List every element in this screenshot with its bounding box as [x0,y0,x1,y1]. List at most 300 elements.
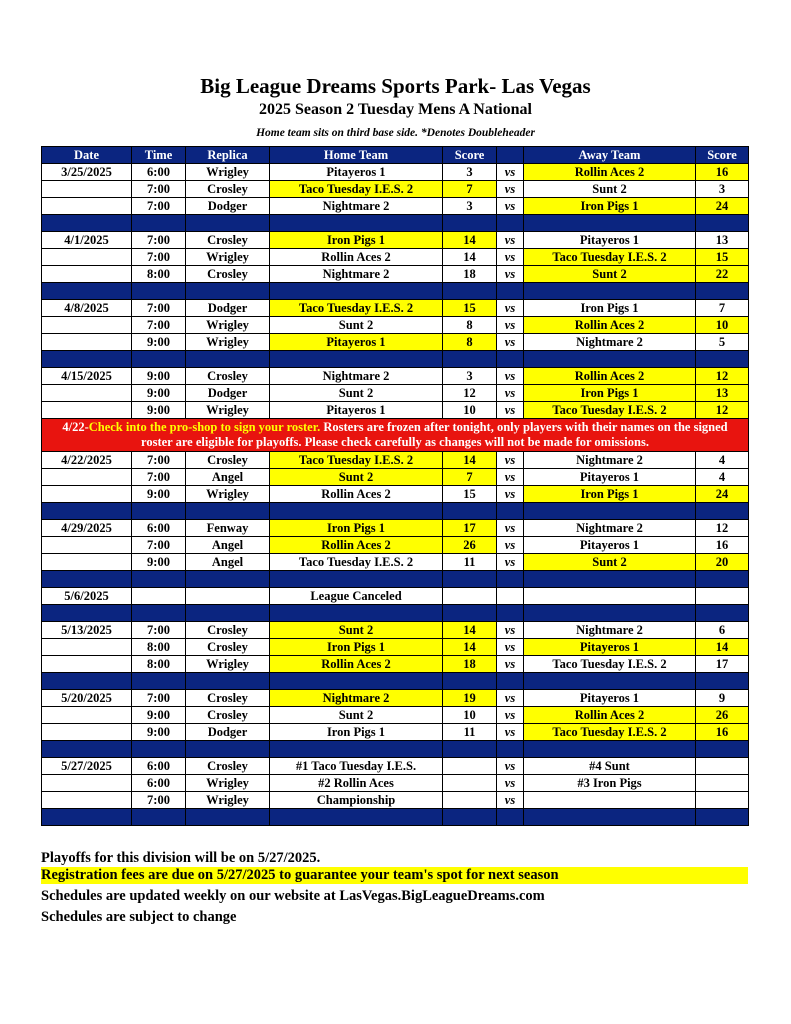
vs-label: vs [497,181,524,198]
separator-cell [443,215,497,232]
away-team: Taco Tuesday I.E.S. 2 [524,656,696,673]
separator-cell [497,503,524,520]
away-score: 12 [696,520,749,537]
away-team: Sunt 2 [524,181,696,198]
away-team: Nightmare 2 [524,452,696,469]
game-date [42,707,132,724]
game-date: 5/13/2025 [42,622,132,639]
game-date: 4/15/2025 [42,368,132,385]
separator-cell [186,673,270,690]
separator-cell [132,605,186,622]
game-date [42,317,132,334]
table-row [42,486,749,503]
separator-cell [42,605,132,622]
game-replica: Crosley [186,707,270,724]
away-score: 15 [696,249,749,266]
away-score: 3 [696,181,749,198]
game-date [42,775,132,792]
home-score: 7 [443,181,497,198]
vs-label: vs [497,300,524,317]
vs-label: vs [497,690,524,707]
separator-cell [696,605,749,622]
game-time: 7:00 [132,317,186,334]
separator-cell [443,351,497,368]
separator-cell [270,605,443,622]
vs-label: vs [497,368,524,385]
separator-cell [270,741,443,758]
game-time: 6:00 [132,520,186,537]
schedule-table [41,146,749,826]
vs-label: vs [497,758,524,775]
week-separator-row [42,673,749,690]
home-score: 3 [443,198,497,215]
away-team: Sunt 2 [524,266,696,283]
table-row [42,792,749,809]
away-score: 14 [696,639,749,656]
separator-cell [270,283,443,300]
notice-highlight: Check into the pro-shop to sign your roster. [88,420,321,434]
game-time: 8:00 [132,639,186,656]
game-replica: Crosley [186,232,270,249]
game-replica: Crosley [186,181,270,198]
home-team: Pitayeros 1 [270,334,443,351]
game-date: 4/22/2025 [42,452,132,469]
game-date [42,554,132,571]
home-team: Taco Tuesday I.E.S. 2 [270,554,443,571]
separator-cell [696,351,749,368]
away-team: Rollin Aces 2 [524,368,696,385]
separator-cell [270,571,443,588]
website-note: Schedules are updated weekly on our website at LasVegas.BigLeagueDreams.com [41,888,545,904]
page-subtitle: 2025 Season 2 Tuesday Mens A National [259,101,532,118]
table-row [42,402,749,419]
home-team: Taco Tuesday I.E.S. 2 [270,452,443,469]
table-row [42,622,749,639]
game-replica: Crosley [186,622,270,639]
away-score: 5 [696,334,749,351]
game-time: 6:00 [132,775,186,792]
home-score: 8 [443,317,497,334]
separator-cell [443,571,497,588]
table-row [42,554,749,571]
separator-cell [132,673,186,690]
separator-cell [42,673,132,690]
home-team: Pitayeros 1 [270,402,443,419]
home-score: 15 [443,300,497,317]
table-header-row [42,147,749,164]
away-score: 24 [696,198,749,215]
separator-cell [132,215,186,232]
away-team: Taco Tuesday I.E.S. 2 [524,724,696,741]
game-date: 4/29/2025 [42,520,132,537]
home-team: #1 Taco Tuesday I.E.S. [270,758,443,775]
separator-cell [42,571,132,588]
game-time: 8:00 [132,266,186,283]
separator-cell [186,571,270,588]
game-date [42,385,132,402]
game-time: 7:00 [132,249,186,266]
game-date [42,181,132,198]
away-team: Iron Pigs 1 [524,198,696,215]
separator-cell [443,503,497,520]
separator-cell [132,571,186,588]
home-score: 26 [443,537,497,554]
home-score: 14 [443,232,497,249]
table-row [42,232,749,249]
separator-cell [443,809,497,826]
roster-notice [42,419,749,452]
table-row [42,452,749,469]
game-time: 7:00 [132,181,186,198]
away-team: Nightmare 2 [524,334,696,351]
separator-cell [497,741,524,758]
away-score: 13 [696,232,749,249]
away-team [524,792,696,809]
separator-cell [186,283,270,300]
away-score: 20 [696,554,749,571]
home-score: 18 [443,266,497,283]
home-score: 19 [443,690,497,707]
table-row [42,690,749,707]
schedule-note: Home team sits on third base side. *Denotes Doubleheader [256,127,535,139]
game-time: 7:00 [132,690,186,707]
week-separator-row [42,215,749,232]
home-team: Nightmare 2 [270,690,443,707]
table-row [42,639,749,656]
vs-label: vs [497,486,524,503]
table-row [42,537,749,554]
home-score: 18 [443,656,497,673]
separator-cell [132,503,186,520]
away-score: 12 [696,402,749,419]
away-score: 22 [696,266,749,283]
separator-cell [696,571,749,588]
game-time: 9:00 [132,554,186,571]
home-team: Iron Pigs 1 [270,520,443,537]
away-score: 13 [696,385,749,402]
table-row [42,758,749,775]
game-replica: Dodger [186,198,270,215]
away-score: 9 [696,690,749,707]
vs-label: vs [497,164,524,181]
table-row [42,656,749,673]
game-time: 7:00 [132,469,186,486]
away-team: Pitayeros 1 [524,469,696,486]
away-team: Nightmare 2 [524,622,696,639]
separator-cell [186,503,270,520]
table-row [42,249,749,266]
home-team: Rollin Aces 2 [270,537,443,554]
home-team: Nightmare 2 [270,198,443,215]
vs-label: vs [497,469,524,486]
separator-cell [270,351,443,368]
table-row [42,300,749,317]
col-header-away-score: Score [696,147,749,164]
week-separator-row [42,605,749,622]
game-replica: Crosley [186,758,270,775]
separator-cell [186,215,270,232]
home-score [443,758,497,775]
separator-cell [270,809,443,826]
game-replica: Crosley [186,690,270,707]
home-score: 11 [443,724,497,741]
vs-label: vs [497,385,524,402]
away-team [524,588,696,605]
game-date [42,792,132,809]
game-replica [186,588,270,605]
game-date [42,724,132,741]
game-time [132,588,186,605]
separator-cell [497,283,524,300]
playoffs-note: Playoffs for this division will be on 5/27/2025. [41,850,321,866]
away-team: Iron Pigs 1 [524,300,696,317]
game-time: 9:00 [132,334,186,351]
home-team: Taco Tuesday I.E.S. 2 [270,300,443,317]
away-score: 10 [696,317,749,334]
away-team: #3 Iron Pigs [524,775,696,792]
vs-label: vs [497,656,524,673]
home-team: #2 Rollin Aces [270,775,443,792]
game-replica: Crosley [186,639,270,656]
game-time: 9:00 [132,724,186,741]
game-replica: Dodger [186,385,270,402]
away-score [696,588,749,605]
page-title: Big League Dreams Sports Park- Las Vegas [200,74,591,98]
week-separator-row [42,351,749,368]
away-score: 4 [696,452,749,469]
separator-cell [524,283,696,300]
game-time: 9:00 [132,486,186,503]
separator-cell [270,503,443,520]
separator-cell [497,215,524,232]
separator-cell [186,809,270,826]
game-replica: Wrigley [186,249,270,266]
separator-cell [524,741,696,758]
game-replica: Dodger [186,300,270,317]
separator-cell [42,283,132,300]
away-score [696,758,749,775]
away-team: #4 Sunt [524,758,696,775]
home-score: 3 [443,368,497,385]
game-date [42,469,132,486]
separator-cell [524,673,696,690]
table-row [42,181,749,198]
home-score [443,588,497,605]
game-replica: Wrigley [186,486,270,503]
away-score: 16 [696,537,749,554]
home-team: Rollin Aces 2 [270,656,443,673]
separator-cell [443,673,497,690]
separator-cell [497,605,524,622]
week-separator-row [42,741,749,758]
game-date: 4/1/2025 [42,232,132,249]
home-team: Sunt 2 [270,469,443,486]
separator-cell [42,215,132,232]
away-score [696,792,749,809]
home-score: 7 [443,469,497,486]
separator-cell [696,215,749,232]
home-score: 14 [443,639,497,656]
game-date: 4/8/2025 [42,300,132,317]
cancel-notice: League Canceled [270,588,443,605]
vs-label: vs [497,724,524,741]
away-team: Rollin Aces 2 [524,707,696,724]
game-time: 7:00 [132,452,186,469]
home-score: 17 [443,520,497,537]
home-score: 14 [443,622,497,639]
game-date: 5/6/2025 [42,588,132,605]
away-score: 17 [696,656,749,673]
col-header-time: Time [132,147,186,164]
away-team: Pitayeros 1 [524,690,696,707]
home-team: Nightmare 2 [270,368,443,385]
table-row [42,775,749,792]
vs-label: vs [497,232,524,249]
home-team: Rollin Aces 2 [270,249,443,266]
separator-cell [270,215,443,232]
separator-cell [42,503,132,520]
game-replica: Angel [186,469,270,486]
game-replica: Wrigley [186,402,270,419]
vs-label: vs [497,198,524,215]
notice-text: Rosters are frozen after tonight, only players with their names on the signed roster are eligible for playoffs. Please check carefully as changes will not be made for omissions. [141,420,728,449]
separator-cell [524,605,696,622]
home-team: Rollin Aces 2 [270,486,443,503]
separator-cell [524,571,696,588]
game-replica: Wrigley [186,792,270,809]
vs-label: vs [497,537,524,554]
game-time: 7:00 [132,792,186,809]
home-team: Iron Pigs 1 [270,232,443,249]
game-replica: Angel [186,554,270,571]
away-score [696,775,749,792]
home-score: 14 [443,452,497,469]
notice-date: 4/22- [62,420,89,434]
home-team: Sunt 2 [270,622,443,639]
home-team: Sunt 2 [270,317,443,334]
home-team: Pitayeros 1 [270,164,443,181]
table-row [42,198,749,215]
separator-cell [132,809,186,826]
vs-label: vs [497,249,524,266]
separator-cell [42,809,132,826]
game-time: 7:00 [132,232,186,249]
away-team: Sunt 2 [524,554,696,571]
away-team: Nightmare 2 [524,520,696,537]
away-score: 16 [696,164,749,181]
game-replica: Crosley [186,266,270,283]
table-row [42,164,749,181]
away-team: Pitayeros 1 [524,537,696,554]
separator-cell [186,351,270,368]
away-score: 4 [696,469,749,486]
game-replica: Crosley [186,452,270,469]
away-score: 12 [696,368,749,385]
vs-label: vs [497,520,524,537]
separator-cell [696,809,749,826]
col-header-vs [497,147,524,164]
separator-cell [132,283,186,300]
registration-note: Registration fees are due on 5/27/2025 to guarantee your team's spot for next season [41,867,748,884]
separator-cell [132,741,186,758]
away-team: Rollin Aces 2 [524,317,696,334]
separator-cell [443,741,497,758]
home-score [443,792,497,809]
week-separator-row [42,283,749,300]
away-score: 16 [696,724,749,741]
col-header-date: Date [42,147,132,164]
vs-label: vs [497,622,524,639]
home-score: 14 [443,249,497,266]
game-time: 7:00 [132,537,186,554]
col-header-home-score: Score [443,147,497,164]
separator-cell [443,605,497,622]
table-row [42,520,749,537]
away-team: Taco Tuesday I.E.S. 2 [524,249,696,266]
home-score: 15 [443,486,497,503]
game-date [42,198,132,215]
away-team: Iron Pigs 1 [524,486,696,503]
col-header-away-team: Away Team [524,147,696,164]
table-row [42,724,749,741]
game-replica: Wrigley [186,775,270,792]
separator-cell [42,741,132,758]
home-score [443,775,497,792]
vs-label [497,588,524,605]
separator-cell [696,673,749,690]
separator-cell [497,673,524,690]
home-score: 11 [443,554,497,571]
table-row [42,368,749,385]
home-team: Championship [270,792,443,809]
game-date [42,656,132,673]
away-score: 24 [696,486,749,503]
table-row [42,588,749,605]
game-date [42,486,132,503]
week-separator-row [42,809,749,826]
game-date: 3/25/2025 [42,164,132,181]
game-date: 5/27/2025 [42,758,132,775]
separator-cell [524,809,696,826]
away-team: Iron Pigs 1 [524,385,696,402]
away-score: 26 [696,707,749,724]
home-score: 12 [443,385,497,402]
game-replica: Crosley [186,368,270,385]
game-date: 5/20/2025 [42,690,132,707]
col-header-home-team: Home Team [270,147,443,164]
table-row [42,266,749,283]
vs-label: vs [497,554,524,571]
game-date [42,639,132,656]
separator-cell [696,503,749,520]
separator-cell [524,503,696,520]
col-header-replica: Replica [186,147,270,164]
week-separator-row [42,571,749,588]
game-time: 7:00 [132,622,186,639]
separator-cell [696,741,749,758]
separator-cell [132,351,186,368]
vs-label: vs [497,775,524,792]
vs-label: vs [497,317,524,334]
away-score: 6 [696,622,749,639]
game-time: 6:00 [132,164,186,181]
week-separator-row [42,503,749,520]
game-time: 9:00 [132,385,186,402]
away-score: 7 [696,300,749,317]
separator-cell [497,809,524,826]
separator-cell [443,283,497,300]
game-replica: Wrigley [186,334,270,351]
